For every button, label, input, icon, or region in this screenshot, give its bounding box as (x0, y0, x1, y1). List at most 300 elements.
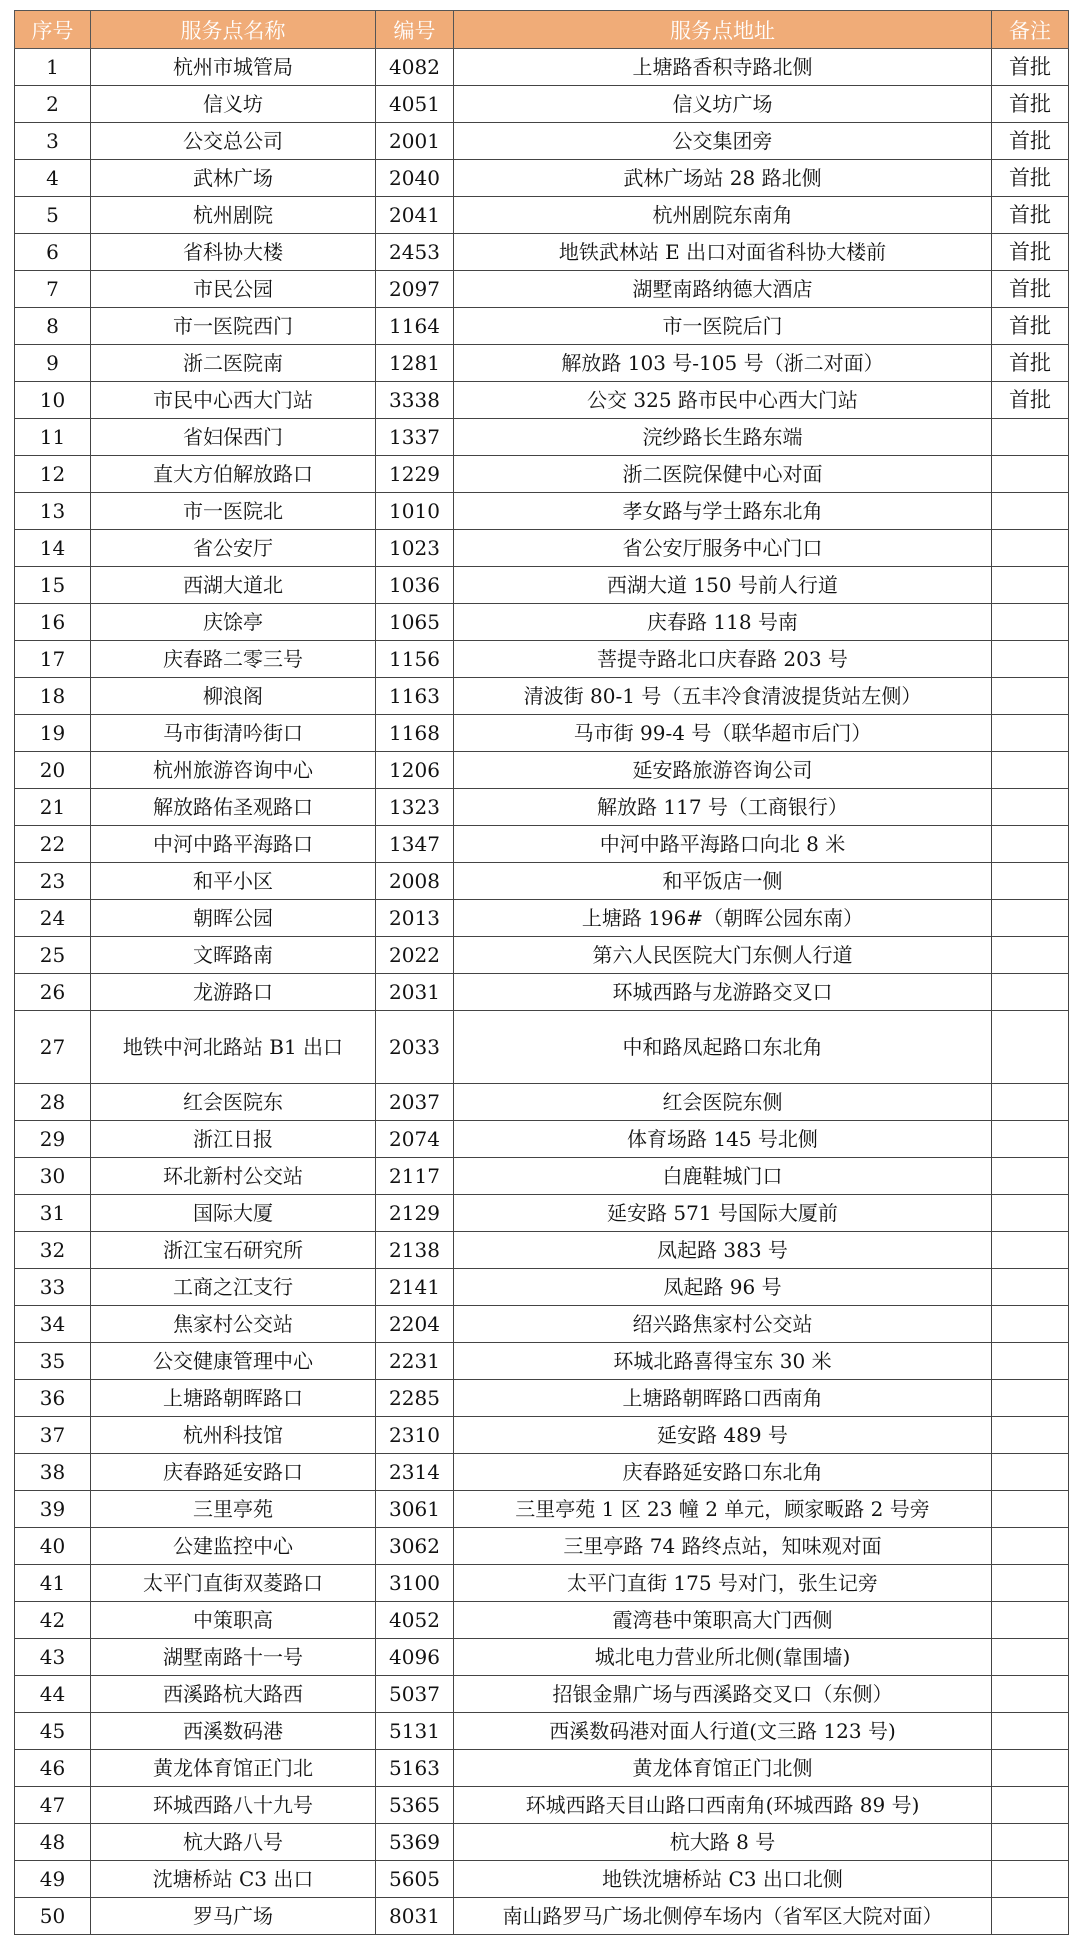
cell-note (992, 1639, 1069, 1676)
cell-code: 4051 (376, 86, 454, 123)
cell-index: 41 (15, 1565, 91, 1602)
table-row (15, 1343, 1069, 1380)
cell-name: 杭州市城管局 (91, 49, 376, 86)
cell-index: 50 (15, 1898, 91, 1935)
cell-index: 43 (15, 1639, 91, 1676)
cell-index: 27 (15, 1011, 91, 1084)
cell-address: 浣纱路长生路东端 (454, 419, 992, 456)
cell-address: 延安路旅游咨询公司 (454, 752, 992, 789)
cell-name: 杭州剧院 (91, 197, 376, 234)
cell-code: 2031 (376, 974, 454, 1011)
cell-note (992, 1824, 1069, 1861)
cell-index: 42 (15, 1602, 91, 1639)
cell-note: 首批 (992, 308, 1069, 345)
cell-name: 沈塘桥站 C3 出口 (91, 1861, 376, 1898)
cell-index: 15 (15, 567, 91, 604)
cell-code: 4052 (376, 1602, 454, 1639)
cell-index: 20 (15, 752, 91, 789)
cell-address: 三里亭路 74 路终点站，知味观对面 (454, 1528, 992, 1565)
cell-address: 地铁沈塘桥站 C3 出口北侧 (454, 1861, 992, 1898)
cell-address: 中河中路平海路口向北 8 米 (454, 826, 992, 863)
cell-name: 西溪路杭大路西 (91, 1676, 376, 1713)
cell-address: 解放路 103 号-105 号（浙二对面） (454, 345, 992, 382)
cell-name: 浙江宝石研究所 (91, 1232, 376, 1269)
table-row (15, 197, 1069, 234)
cell-address: 信义坊广场 (454, 86, 992, 123)
cell-index: 39 (15, 1491, 91, 1528)
cell-code: 2033 (376, 1011, 454, 1084)
cell-name: 环北新村公交站 (91, 1158, 376, 1195)
cell-address: 西溪数码港对面人行道(文三路 123 号) (454, 1713, 992, 1750)
cell-index: 23 (15, 863, 91, 900)
cell-code: 1010 (376, 493, 454, 530)
table-row (15, 493, 1069, 530)
cell-code: 2074 (376, 1121, 454, 1158)
cell-note: 首批 (992, 49, 1069, 86)
cell-address: 地铁武林站 E 出口对面省科协大楼前 (454, 234, 992, 271)
cell-address: 西湖大道 150 号前人行道 (454, 567, 992, 604)
cell-name: 庆春路二零三号 (91, 641, 376, 678)
cell-address: 解放路 117 号（工商银行） (454, 789, 992, 826)
cell-name: 省公安厅 (91, 530, 376, 567)
table-row (15, 86, 1069, 123)
cell-address: 延安路 571 号国际大厦前 (454, 1195, 992, 1232)
table-row (15, 567, 1069, 604)
header-address: 服务点地址 (454, 11, 992, 49)
cell-code: 5037 (376, 1676, 454, 1713)
cell-index: 10 (15, 382, 91, 419)
cell-note (992, 937, 1069, 974)
service-point-table-container (14, 10, 1068, 1935)
cell-note (992, 1121, 1069, 1158)
cell-code: 1337 (376, 419, 454, 456)
cell-code: 2314 (376, 1454, 454, 1491)
cell-note: 首批 (992, 234, 1069, 271)
cell-index: 9 (15, 345, 91, 382)
cell-note: 首批 (992, 160, 1069, 197)
cell-code: 2117 (376, 1158, 454, 1195)
table-row (15, 1454, 1069, 1491)
cell-address: 延安路 489 号 (454, 1417, 992, 1454)
cell-address: 马市街 99-4 号（联华超市后门） (454, 715, 992, 752)
cell-note (992, 863, 1069, 900)
cell-name: 太平门直街双菱路口 (91, 1565, 376, 1602)
cell-code: 2040 (376, 160, 454, 197)
table-row (15, 49, 1069, 86)
cell-name: 西溪数码港 (91, 1713, 376, 1750)
cell-address: 白鹿鞋城门口 (454, 1158, 992, 1195)
cell-address: 招银金鼎广场与西溪路交叉口（东侧） (454, 1676, 992, 1713)
cell-index: 24 (15, 900, 91, 937)
cell-name: 工商之江支行 (91, 1269, 376, 1306)
cell-name: 环城西路八十九号 (91, 1787, 376, 1824)
cell-note: 首批 (992, 345, 1069, 382)
cell-name: 市一医院北 (91, 493, 376, 530)
cell-note (992, 419, 1069, 456)
cell-code: 1323 (376, 789, 454, 826)
table-row (15, 271, 1069, 308)
cell-note (992, 1861, 1069, 1898)
table-row (15, 1528, 1069, 1565)
cell-name: 市民中心西大门站 (91, 382, 376, 419)
cell-index: 12 (15, 456, 91, 493)
cell-name: 杭州旅游咨询中心 (91, 752, 376, 789)
cell-name: 罗马广场 (91, 1898, 376, 1935)
table-row (15, 1084, 1069, 1121)
cell-code: 2008 (376, 863, 454, 900)
cell-code: 2453 (376, 234, 454, 271)
cell-index: 11 (15, 419, 91, 456)
cell-code: 2013 (376, 900, 454, 937)
cell-code: 2041 (376, 197, 454, 234)
cell-name: 上塘路朝晖路口 (91, 1380, 376, 1417)
cell-index: 7 (15, 271, 91, 308)
cell-code: 2204 (376, 1306, 454, 1343)
cell-note (992, 530, 1069, 567)
cell-note (992, 900, 1069, 937)
cell-note (992, 1528, 1069, 1565)
cell-note (992, 1417, 1069, 1454)
cell-code: 2001 (376, 123, 454, 160)
table-row (15, 1011, 1069, 1084)
service-point-table (14, 10, 1069, 1935)
cell-name: 庆春路延安路口 (91, 1454, 376, 1491)
cell-index: 44 (15, 1676, 91, 1713)
cell-code: 1065 (376, 604, 454, 641)
cell-address: 体育场路 145 号北侧 (454, 1121, 992, 1158)
cell-note (992, 974, 1069, 1011)
cell-name: 信义坊 (91, 86, 376, 123)
cell-code: 1164 (376, 308, 454, 345)
cell-name: 朝晖公园 (91, 900, 376, 937)
cell-address: 霞湾巷中策职高大门西侧 (454, 1602, 992, 1639)
table-row (15, 382, 1069, 419)
cell-note (992, 1787, 1069, 1824)
cell-index: 28 (15, 1084, 91, 1121)
table-row (15, 1565, 1069, 1602)
cell-note (992, 715, 1069, 752)
cell-name: 武林广场 (91, 160, 376, 197)
cell-note (992, 1454, 1069, 1491)
cell-address: 公交集团旁 (454, 123, 992, 160)
cell-code: 1163 (376, 678, 454, 715)
cell-name: 杭大路八号 (91, 1824, 376, 1861)
cell-address: 黄龙体育馆正门北侧 (454, 1750, 992, 1787)
cell-address: 第六人民医院大门东侧人行道 (454, 937, 992, 974)
cell-note (992, 1380, 1069, 1417)
cell-address: 公交 325 路市民中心西大门站 (454, 382, 992, 419)
cell-index: 3 (15, 123, 91, 160)
cell-address: 武林广场站 28 路北侧 (454, 160, 992, 197)
cell-code: 2138 (376, 1232, 454, 1269)
table-row (15, 752, 1069, 789)
cell-note (992, 1491, 1069, 1528)
cell-name: 市民公园 (91, 271, 376, 308)
cell-code: 3100 (376, 1565, 454, 1602)
cell-note (992, 1565, 1069, 1602)
cell-code: 2141 (376, 1269, 454, 1306)
header-name: 服务点名称 (91, 11, 376, 49)
cell-note: 首批 (992, 197, 1069, 234)
cell-name: 直大方伯解放路口 (91, 456, 376, 493)
cell-address: 庆春路延安路口东北角 (454, 1454, 992, 1491)
cell-index: 36 (15, 1380, 91, 1417)
cell-name: 龙游路口 (91, 974, 376, 1011)
cell-name: 中河中路平海路口 (91, 826, 376, 863)
cell-code: 2037 (376, 1084, 454, 1121)
table-row (15, 826, 1069, 863)
cell-address: 庆春路 118 号南 (454, 604, 992, 641)
cell-code: 5131 (376, 1713, 454, 1750)
cell-note (992, 604, 1069, 641)
cell-name: 中策职高 (91, 1602, 376, 1639)
cell-code: 1036 (376, 567, 454, 604)
cell-index: 35 (15, 1343, 91, 1380)
table-row (15, 1232, 1069, 1269)
cell-code: 1206 (376, 752, 454, 789)
table-row (15, 1824, 1069, 1861)
cell-note (992, 1713, 1069, 1750)
cell-code: 5163 (376, 1750, 454, 1787)
cell-address: 城北电力营业所北侧(靠围墙) (454, 1639, 992, 1676)
header-code: 编号 (376, 11, 454, 49)
cell-address: 上塘路 196#（朝晖公园东南） (454, 900, 992, 937)
cell-index: 17 (15, 641, 91, 678)
cell-note (992, 789, 1069, 826)
cell-note: 首批 (992, 86, 1069, 123)
cell-index: 4 (15, 160, 91, 197)
cell-index: 32 (15, 1232, 91, 1269)
cell-code: 2022 (376, 937, 454, 974)
cell-note (992, 1011, 1069, 1084)
table-row (15, 1306, 1069, 1343)
table-row (15, 1121, 1069, 1158)
table-row (15, 937, 1069, 974)
cell-name: 省妇保西门 (91, 419, 376, 456)
cell-index: 26 (15, 974, 91, 1011)
table-row (15, 123, 1069, 160)
cell-note (992, 1232, 1069, 1269)
cell-code: 1229 (376, 456, 454, 493)
cell-index: 1 (15, 49, 91, 86)
table-row (15, 456, 1069, 493)
table-row (15, 1602, 1069, 1639)
cell-address: 中和路凤起路口东北角 (454, 1011, 992, 1084)
table-body (15, 49, 1069, 1935)
cell-name: 文晖路南 (91, 937, 376, 974)
table-row (15, 1713, 1069, 1750)
cell-code: 2310 (376, 1417, 454, 1454)
cell-index: 47 (15, 1787, 91, 1824)
cell-index: 25 (15, 937, 91, 974)
cell-code: 2129 (376, 1195, 454, 1232)
table-row (15, 678, 1069, 715)
table-row (15, 900, 1069, 937)
cell-name: 西湖大道北 (91, 567, 376, 604)
table-row (15, 419, 1069, 456)
cell-index: 38 (15, 1454, 91, 1491)
table-row (15, 1491, 1069, 1528)
table-row (15, 1195, 1069, 1232)
cell-address: 凤起路 383 号 (454, 1232, 992, 1269)
cell-name: 省科协大楼 (91, 234, 376, 271)
cell-note: 首批 (992, 271, 1069, 308)
cell-code: 4096 (376, 1639, 454, 1676)
cell-code: 2231 (376, 1343, 454, 1380)
cell-name: 国际大厦 (91, 1195, 376, 1232)
cell-index: 45 (15, 1713, 91, 1750)
table-row (15, 789, 1069, 826)
cell-note (992, 641, 1069, 678)
cell-address: 浙二医院保健中心对面 (454, 456, 992, 493)
cell-name: 焦家村公交站 (91, 1306, 376, 1343)
table-row (15, 974, 1069, 1011)
table-row (15, 1750, 1069, 1787)
cell-index: 49 (15, 1861, 91, 1898)
table-row (15, 234, 1069, 271)
cell-name: 黄龙体育馆正门北 (91, 1750, 376, 1787)
cell-index: 14 (15, 530, 91, 567)
cell-address: 环城西路天目山路口西南角(环城西路 89 号) (454, 1787, 992, 1824)
cell-address: 杭大路 8 号 (454, 1824, 992, 1861)
cell-index: 21 (15, 789, 91, 826)
cell-name: 马市街清吟街口 (91, 715, 376, 752)
cell-note (992, 567, 1069, 604)
cell-note (992, 678, 1069, 715)
cell-index: 31 (15, 1195, 91, 1232)
cell-note (992, 1195, 1069, 1232)
cell-address: 环城西路与龙游路交叉口 (454, 974, 992, 1011)
cell-note (992, 1269, 1069, 1306)
cell-code: 1168 (376, 715, 454, 752)
cell-index: 40 (15, 1528, 91, 1565)
cell-index: 46 (15, 1750, 91, 1787)
cell-index: 34 (15, 1306, 91, 1343)
cell-address: 孝女路与学士路东北角 (454, 493, 992, 530)
cell-name: 三里亭苑 (91, 1491, 376, 1528)
cell-address: 三里亭苑 1 区 23 幢 2 单元，顾家畈路 2 号旁 (454, 1491, 992, 1528)
cell-address: 菩提寺路北口庆春路 203 号 (454, 641, 992, 678)
cell-name: 解放路佑圣观路口 (91, 789, 376, 826)
cell-name: 柳浪阁 (91, 678, 376, 715)
cell-index: 30 (15, 1158, 91, 1195)
cell-index: 8 (15, 308, 91, 345)
cell-address: 上塘路朝晖路口西南角 (454, 1380, 992, 1417)
cell-index: 37 (15, 1417, 91, 1454)
cell-note (992, 1602, 1069, 1639)
cell-note (992, 1343, 1069, 1380)
cell-note: 首批 (992, 123, 1069, 160)
header-note: 备注 (992, 11, 1069, 49)
cell-index: 5 (15, 197, 91, 234)
cell-index: 6 (15, 234, 91, 271)
cell-index: 16 (15, 604, 91, 641)
cell-address: 杭州剧院东南角 (454, 197, 992, 234)
table-row (15, 715, 1069, 752)
cell-address: 环城北路喜得宝东 30 米 (454, 1343, 992, 1380)
table-row (15, 530, 1069, 567)
cell-code: 5605 (376, 1861, 454, 1898)
cell-name: 公建监控中心 (91, 1528, 376, 1565)
table-row (15, 641, 1069, 678)
table-row (15, 1269, 1069, 1306)
cell-address: 市一医院后门 (454, 308, 992, 345)
cell-name: 红会医院东 (91, 1084, 376, 1121)
table-row (15, 1861, 1069, 1898)
cell-code: 3338 (376, 382, 454, 419)
cell-index: 2 (15, 86, 91, 123)
cell-code: 3061 (376, 1491, 454, 1528)
cell-name: 湖墅南路十一号 (91, 1639, 376, 1676)
table-row (15, 1639, 1069, 1676)
cell-address: 绍兴路焦家村公交站 (454, 1306, 992, 1343)
cell-note (992, 1898, 1069, 1935)
cell-name: 地铁中河北路站 B1 出口 (91, 1011, 376, 1084)
cell-address: 和平饭店一侧 (454, 863, 992, 900)
cell-address: 上塘路香积寺路北侧 (454, 49, 992, 86)
table-row (15, 1898, 1069, 1935)
table-row (15, 1380, 1069, 1417)
cell-index: 33 (15, 1269, 91, 1306)
cell-code: 2285 (376, 1380, 454, 1417)
cell-code: 3062 (376, 1528, 454, 1565)
cell-index: 18 (15, 678, 91, 715)
cell-code: 5369 (376, 1824, 454, 1861)
cell-code: 2097 (376, 271, 454, 308)
cell-address: 省公安厅服务中心门口 (454, 530, 992, 567)
cell-note (992, 493, 1069, 530)
table-row (15, 160, 1069, 197)
cell-name: 庆馀亭 (91, 604, 376, 641)
cell-note (992, 1306, 1069, 1343)
table-row (15, 345, 1069, 382)
cell-note: 首批 (992, 382, 1069, 419)
cell-note (992, 826, 1069, 863)
cell-address: 凤起路 96 号 (454, 1269, 992, 1306)
table-row (15, 863, 1069, 900)
cell-code: 1281 (376, 345, 454, 382)
cell-address: 湖墅南路纳德大酒店 (454, 271, 992, 308)
cell-note (992, 752, 1069, 789)
cell-name: 杭州科技馆 (91, 1417, 376, 1454)
cell-name: 浙二医院南 (91, 345, 376, 382)
cell-name: 浙江日报 (91, 1121, 376, 1158)
table-row (15, 1158, 1069, 1195)
cell-note (992, 1750, 1069, 1787)
table-row (15, 1676, 1069, 1713)
cell-index: 48 (15, 1824, 91, 1861)
cell-note (992, 456, 1069, 493)
cell-code: 1347 (376, 826, 454, 863)
cell-address: 太平门直街 175 号对门，张生记旁 (454, 1565, 992, 1602)
cell-name: 公交健康管理中心 (91, 1343, 376, 1380)
cell-note (992, 1084, 1069, 1121)
table-row (15, 604, 1069, 641)
cell-index: 22 (15, 826, 91, 863)
cell-name: 市一医院西门 (91, 308, 376, 345)
table-row (15, 1417, 1069, 1454)
cell-code: 5365 (376, 1787, 454, 1824)
cell-name: 和平小区 (91, 863, 376, 900)
cell-address: 红会医院东侧 (454, 1084, 992, 1121)
cell-code: 1023 (376, 530, 454, 567)
cell-code: 8031 (376, 1898, 454, 1935)
cell-address: 南山路罗马广场北侧停车场内（省军区大院对面） (454, 1898, 992, 1935)
cell-address: 清波街 80-1 号（五丰冷食清波提货站左侧） (454, 678, 992, 715)
table-header-row (15, 11, 1069, 49)
cell-index: 29 (15, 1121, 91, 1158)
cell-note (992, 1676, 1069, 1713)
